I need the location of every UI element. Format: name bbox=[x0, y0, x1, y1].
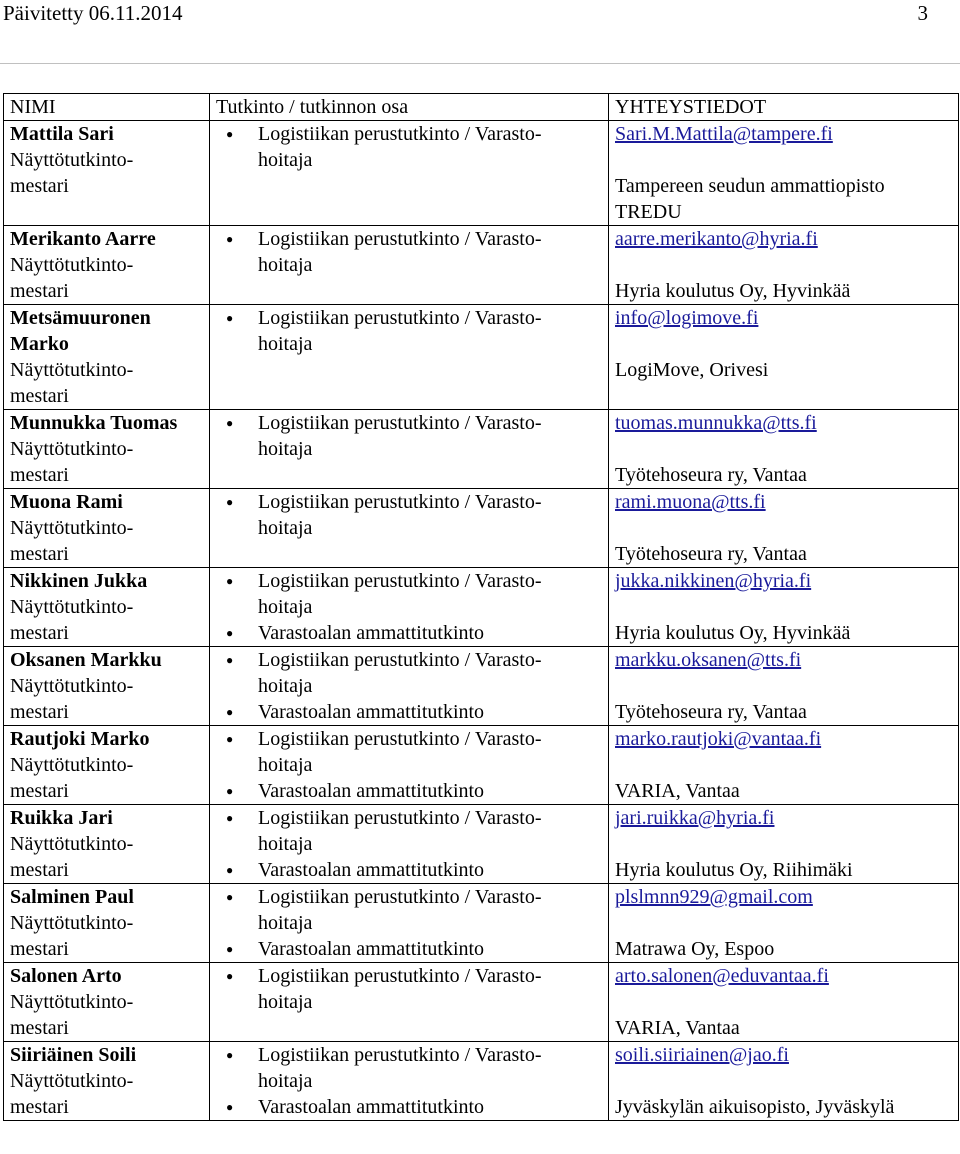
table-row bbox=[4, 410, 959, 489]
person-role: Näyttötutkinto- bbox=[10, 359, 134, 381]
cell-contact bbox=[609, 726, 959, 805]
cell-contact bbox=[609, 121, 959, 226]
header-divider bbox=[0, 63, 960, 64]
contact-email-link[interactable]: arto.salonen@eduvantaa.fi bbox=[615, 965, 829, 987]
table-row bbox=[4, 726, 959, 805]
person-role: Näyttötutkinto- bbox=[10, 833, 134, 855]
cell-degrees bbox=[210, 647, 609, 726]
person-role: mestari bbox=[10, 280, 69, 302]
cell-contact bbox=[609, 1042, 959, 1121]
table-row bbox=[4, 884, 959, 963]
degree-item: ● Logistiikan perustutkinto / Varasto- hoitaja bbox=[216, 963, 604, 1015]
person-role: Näyttötutkinto- bbox=[10, 438, 134, 460]
degree-item: ● Varastoalan ammattitutkinto bbox=[216, 778, 604, 804]
degree-item: ● Logistiikan perustutkinto / Varasto- hoitaja bbox=[216, 305, 604, 357]
degree-item: ● Logistiikan perustutkinto / Varasto- hoitaja bbox=[216, 121, 604, 173]
cell-name bbox=[4, 726, 210, 805]
person-role: mestari bbox=[10, 464, 69, 486]
contact-email-link[interactable]: jukka.nikkinen@hyria.fi bbox=[615, 570, 812, 592]
contact-spacer bbox=[615, 515, 954, 541]
person-role: Näyttötutkinto- bbox=[10, 149, 134, 171]
table-row bbox=[4, 489, 959, 568]
table-row bbox=[4, 805, 959, 884]
degree-item: ● Logistiikan perustutkinto / Varasto- hoitaja bbox=[216, 1042, 604, 1094]
person-role: Näyttötutkinto- bbox=[10, 1070, 134, 1092]
page-header bbox=[0, 0, 960, 28]
contact-email-link[interactable]: tuomas.munnukka@tts.fi bbox=[615, 412, 817, 434]
contact-organization: Hyria koulutus Oy, Riihimäki bbox=[615, 859, 853, 881]
contact-spacer bbox=[615, 1068, 954, 1094]
person-role: mestari bbox=[10, 859, 69, 881]
cell-name bbox=[4, 226, 210, 305]
cell-name bbox=[4, 410, 210, 489]
person-name: Rautjoki Marko bbox=[10, 728, 150, 750]
degree-item: ● Logistiikan perustutkinto / Varasto- hoitaja bbox=[216, 726, 604, 778]
cell-degrees bbox=[210, 226, 609, 305]
contact-spacer bbox=[615, 594, 954, 620]
table-row bbox=[4, 226, 959, 305]
contact-organization: VARIA, Vantaa bbox=[615, 1017, 740, 1039]
contact-organization: Työtehoseura ry, Vantaa bbox=[615, 464, 807, 486]
person-role: Näyttötutkinto- bbox=[10, 596, 134, 618]
degree-list bbox=[216, 726, 604, 804]
cell-degrees bbox=[210, 305, 609, 410]
person-role: Näyttötutkinto- bbox=[10, 675, 134, 697]
degree-item: ● Varastoalan ammattitutkinto bbox=[216, 620, 604, 646]
cell-contact bbox=[609, 568, 959, 647]
degree-list bbox=[216, 305, 604, 357]
degree-list bbox=[216, 121, 604, 173]
table-header-row bbox=[4, 94, 959, 121]
degree-list bbox=[216, 410, 604, 462]
cell-degrees bbox=[210, 568, 609, 647]
degree-item: ● Varastoalan ammattitutkinto bbox=[216, 1094, 604, 1120]
person-role: mestari bbox=[10, 622, 69, 644]
degree-item: ● Logistiikan perustutkinto / Varasto- hoitaja bbox=[216, 805, 604, 857]
contact-spacer bbox=[615, 147, 954, 173]
cell-degrees bbox=[210, 121, 609, 226]
cell-name bbox=[4, 121, 210, 226]
person-name: Salonen Arto bbox=[10, 965, 122, 987]
cell-contact bbox=[609, 226, 959, 305]
contact-spacer bbox=[615, 436, 954, 462]
person-name: Metsämuuronen bbox=[10, 307, 151, 329]
person-role: Näyttötutkinto- bbox=[10, 912, 134, 934]
person-role: mestari bbox=[10, 780, 69, 802]
person-role: mestari bbox=[10, 1096, 69, 1118]
degree-list bbox=[216, 647, 604, 725]
contact-organization: Työtehoseura ry, Vantaa bbox=[615, 543, 807, 565]
contact-email-link[interactable]: rami.muona@tts.fi bbox=[615, 491, 766, 513]
person-name: Siiriäinen Soili bbox=[10, 1044, 137, 1066]
degree-item: ● Logistiikan perustutkinto / Varasto- hoitaja bbox=[216, 884, 604, 936]
contact-email-link[interactable]: aarre.merikanto@hyria.fi bbox=[615, 228, 818, 250]
contact-organization: VARIA, Vantaa bbox=[615, 780, 740, 802]
cell-contact bbox=[609, 410, 959, 489]
person-role: mestari bbox=[10, 938, 69, 960]
person-name: Oksanen Markku bbox=[10, 649, 162, 671]
table-row bbox=[4, 121, 959, 226]
degree-list bbox=[216, 805, 604, 883]
cell-contact bbox=[609, 805, 959, 884]
cell-name bbox=[4, 489, 210, 568]
cell-degrees bbox=[210, 963, 609, 1042]
person-role: Näyttötutkinto- bbox=[10, 991, 134, 1013]
cell-contact bbox=[609, 963, 959, 1042]
column-header-degree: Tutkinto / tutkinnon osa bbox=[210, 94, 609, 121]
person-name: Merikanto Aarre bbox=[10, 228, 156, 250]
person-name: Muona Rami bbox=[10, 491, 123, 513]
contact-organization: Tampereen seudun ammattiopisto TREDU bbox=[615, 175, 885, 223]
degree-list bbox=[216, 1042, 604, 1120]
cell-name bbox=[4, 805, 210, 884]
degree-list bbox=[216, 963, 604, 1015]
cell-degrees bbox=[210, 489, 609, 568]
degree-item: ● Logistiikan perustutkinto / Varasto- hoitaja bbox=[216, 568, 604, 620]
cell-degrees bbox=[210, 410, 609, 489]
table-row bbox=[4, 305, 959, 410]
cell-name bbox=[4, 647, 210, 726]
cell-degrees bbox=[210, 726, 609, 805]
contact-spacer bbox=[615, 831, 954, 857]
contact-spacer bbox=[615, 752, 954, 778]
person-role: Näyttötutkinto- bbox=[10, 254, 134, 276]
contact-email-link[interactable]: Sari.M.Mattila@tampere.fi bbox=[615, 123, 833, 145]
contact-spacer bbox=[615, 989, 954, 1015]
cell-degrees bbox=[210, 805, 609, 884]
contacts-table bbox=[3, 93, 959, 1121]
table-row bbox=[4, 568, 959, 647]
person-role: Näyttötutkinto- bbox=[10, 754, 134, 776]
person-name: Munnukka Tuomas bbox=[10, 412, 178, 434]
contact-organization: Jyväskylän aikuisopisto, Jyväskylä bbox=[615, 1096, 895, 1118]
table-row bbox=[4, 1042, 959, 1121]
contact-spacer bbox=[615, 673, 954, 699]
cell-degrees bbox=[210, 1042, 609, 1121]
contact-organization: Työtehoseura ry, Vantaa bbox=[615, 701, 807, 723]
person-role: Näyttötutkinto- bbox=[10, 517, 134, 539]
person-role: mestari bbox=[10, 1017, 69, 1039]
contact-spacer bbox=[615, 910, 954, 936]
person-name: Nikkinen Jukka bbox=[10, 570, 148, 592]
table-row bbox=[4, 647, 959, 726]
cell-degrees bbox=[210, 884, 609, 963]
person-name: Marko bbox=[10, 333, 69, 355]
degree-item: ● Logistiikan perustutkinto / Varasto- hoitaja bbox=[216, 226, 604, 278]
contact-email-link[interactable]: soili.siiriainen@jao.fi bbox=[615, 1044, 789, 1066]
contact-email-link[interactable]: plslmnn929@gmail.com bbox=[615, 886, 813, 908]
degree-list bbox=[216, 226, 604, 278]
degree-item: ● Varastoalan ammattitutkinto bbox=[216, 857, 604, 883]
person-role: mestari bbox=[10, 701, 69, 723]
degree-list bbox=[216, 884, 604, 962]
person-role: mestari bbox=[10, 175, 69, 197]
degree-item: ● Logistiikan perustutkinto / Varasto- hoitaja bbox=[216, 647, 604, 699]
degree-item: ● Logistiikan perustutkinto / Varasto- hoitaja bbox=[216, 410, 604, 462]
degree-item: ● Varastoalan ammattitutkinto bbox=[216, 699, 604, 725]
table-row bbox=[4, 963, 959, 1042]
cell-name bbox=[4, 568, 210, 647]
degree-list bbox=[216, 568, 604, 646]
table-body bbox=[4, 121, 959, 1121]
contact-email-link[interactable]: jari.ruikka@hyria.fi bbox=[615, 807, 775, 829]
contact-email-link[interactable]: markku.oksanen@tts.fi bbox=[615, 649, 802, 671]
page-number: 3 bbox=[917, 1, 928, 25]
contact-spacer bbox=[615, 331, 954, 357]
person-role: mestari bbox=[10, 543, 69, 565]
cell-name bbox=[4, 1042, 210, 1121]
degree-list bbox=[216, 489, 604, 541]
cell-name bbox=[4, 884, 210, 963]
cell-contact bbox=[609, 489, 959, 568]
person-name: Salminen Paul bbox=[10, 886, 134, 908]
person-name: Mattila Sari bbox=[10, 123, 114, 145]
contact-email-link[interactable]: marko.rautjoki@vantaa.fi bbox=[615, 728, 822, 750]
cell-contact bbox=[609, 647, 959, 726]
column-header-contact: YHTEYSTIEDOT bbox=[609, 94, 959, 121]
degree-item: ● Logistiikan perustutkinto / Varasto- hoitaja bbox=[216, 489, 604, 541]
contact-organization: LogiMove, Orivesi bbox=[615, 359, 769, 381]
contact-spacer bbox=[615, 252, 954, 278]
cell-contact bbox=[609, 305, 959, 410]
cell-contact bbox=[609, 884, 959, 963]
degree-item: ● Varastoalan ammattitutkinto bbox=[216, 936, 604, 962]
cell-name bbox=[4, 963, 210, 1042]
updated-date: Päivitetty 06.11.2014 bbox=[3, 1, 183, 25]
contact-organization: Hyria koulutus Oy, Hyvinkää bbox=[615, 280, 851, 302]
contact-organization: Hyria koulutus Oy, Hyvinkää bbox=[615, 622, 851, 644]
contact-organization: Matrawa Oy, Espoo bbox=[615, 938, 775, 960]
person-name: Ruikka Jari bbox=[10, 807, 113, 829]
person-role: mestari bbox=[10, 385, 69, 407]
cell-name bbox=[4, 305, 210, 410]
column-header-name: NIMI bbox=[4, 94, 210, 121]
contact-email-link[interactable]: info@logimove.fi bbox=[615, 307, 759, 329]
